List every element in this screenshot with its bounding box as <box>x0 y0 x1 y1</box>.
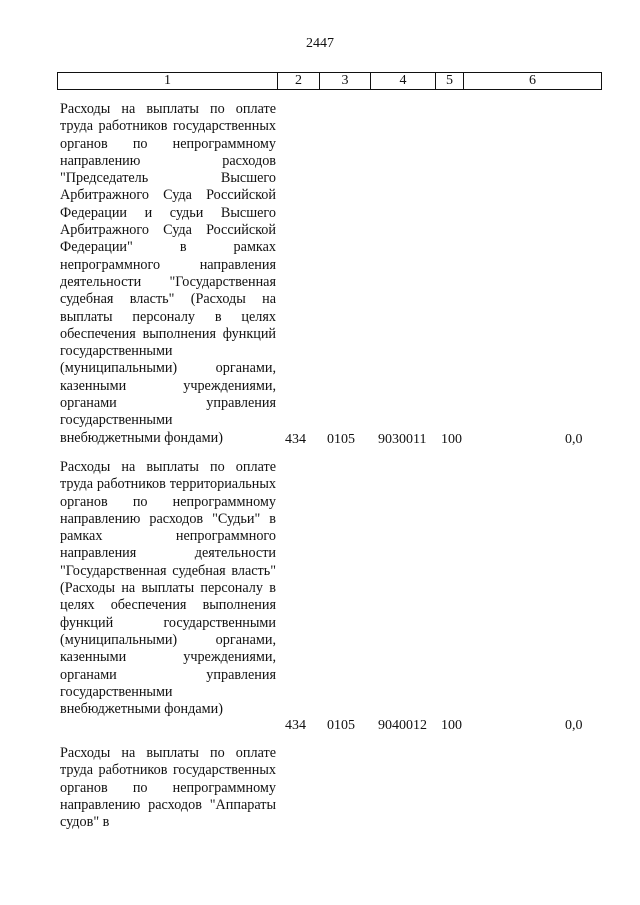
row-col-2: 434 <box>285 718 306 733</box>
header-col-6: 6 <box>529 73 536 88</box>
table-header <box>57 72 602 90</box>
row-col-4: 9040012 <box>378 718 427 733</box>
row-col-6: 0,0 <box>565 432 583 447</box>
header-col-4: 4 <box>371 73 436 89</box>
row-col-3: 0105 <box>327 718 355 733</box>
row-col-5: 100 <box>441 718 462 733</box>
row-description: Расходы на выплаты по оплате труда работников государственных органов по непрограммному направлению расходов "Аппараты судов" в <box>60 745 276 831</box>
row-col-6: 0,0 <box>565 718 583 733</box>
row-col-2: 434 <box>285 432 306 447</box>
row-description: Расходы на выплаты по оплате труда работников территориальных органов по непрограммному направлению расходов "Судьи" в рамках непрограммного направления деятельности "Государственная судебная власть" (Расходы на выплаты персоналу в целях обеспечения выполнения функций государственными (муниципальными) органами, казенными учреждениями, органами управления государственными внебюджетными фондами) <box>60 459 276 718</box>
header-col-1: 1 <box>58 73 278 89</box>
row-col-5: 100 <box>441 432 462 447</box>
row-col-3: 0105 <box>327 432 355 447</box>
header-col-2: 2 <box>278 73 320 89</box>
row-col-4: 9030011 <box>378 432 427 447</box>
page-number: 2447 <box>306 36 334 51</box>
row-description: Расходы на выплаты по оплате труда работников государственных органов по непрограммному направлению расходов "Председатель Высшего Арбитражного Суда Российской Федерации и судьи Высшего Арбитражного Суда Российской Федерации" в рамках непрограммного направления деятельности "Государственная судебная власть" (Расходы на выплаты персоналу в целях обеспечения выполнения функций государственными (муниципальными) органами, казенными учреждениями, органами управления государственными внебюджетными фондами) <box>60 101 276 446</box>
header-col-5: 5 <box>436 73 464 89</box>
header-col-3: 3 <box>320 73 371 89</box>
